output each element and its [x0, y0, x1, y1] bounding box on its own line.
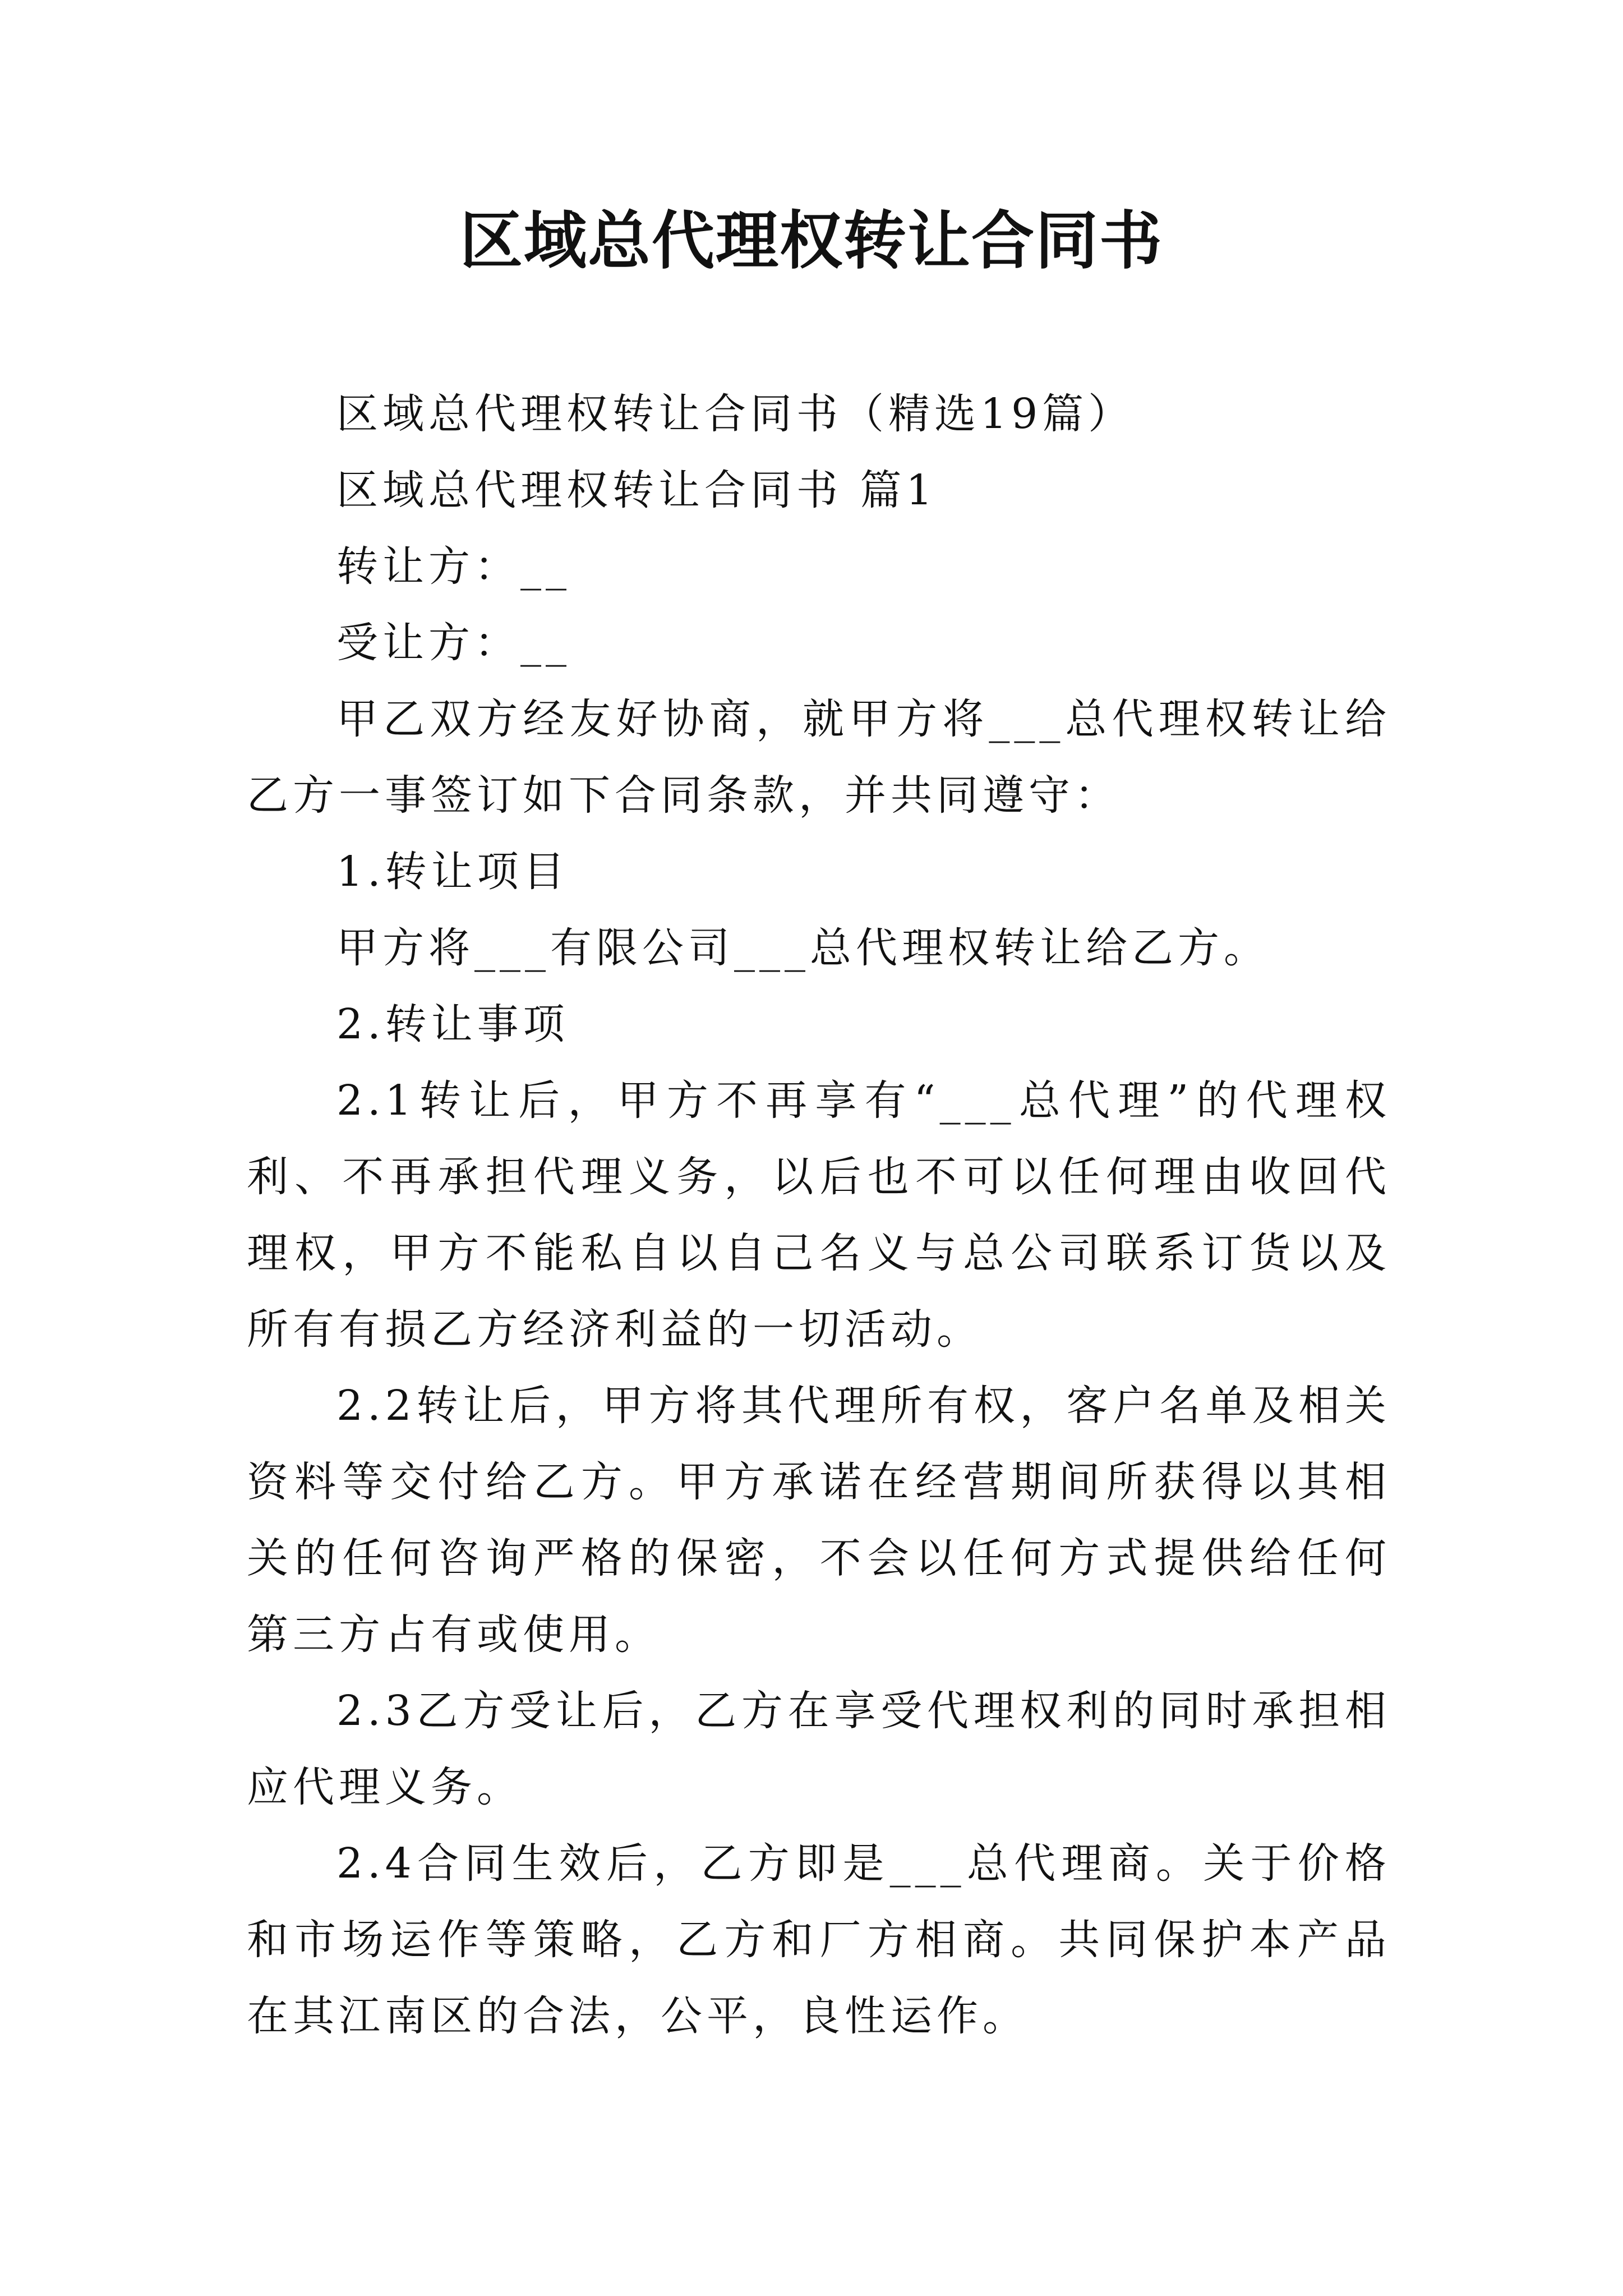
- document-body: [247, 376, 1391, 2054]
- paragraph-subtitle: 区域总代理权转让合同书（精选19篇）: [336, 390, 1135, 438]
- document-title: 区域总代理权转让合同书: [460, 204, 1163, 278]
- paragraph-preamble: 甲乙双方经友好协商，就甲方将___总代理权转让给乙方一事签订如下合同条款，并共同遵守：: [247, 695, 1391, 820]
- paragraph-clause-1-text: 甲方将___有限公司___总代理权转让给乙方。: [336, 924, 1270, 972]
- paragraph-transferor: 转让方：__: [336, 542, 571, 591]
- paragraph-transferee: 受让方：__: [336, 619, 571, 667]
- paragraph-clause-1-heading: 1.转让项目: [336, 848, 569, 896]
- paragraph-section-heading: 区域总代理权转让合同书 篇1: [336, 466, 937, 514]
- paragraph-clause-2-4: 2.4合同生效后，乙方即是___总代理商。关于价格和市场运作等策略，乙方和厂方相商。共同保护本产品在其江南区的合法，公平，良性运作。: [247, 1839, 1391, 2040]
- paragraph-clause-2-heading: 2.转让事项: [336, 1000, 569, 1048]
- paragraph-clause-2-3: 2.3乙方受让后，乙方在享受代理权利的同时承担相应代理义务。: [247, 1687, 1391, 1811]
- paragraph-clause-2-1: 2.1转让后，甲方不再享有“___总代理”的代理权利、不再承担代理义务，以后也不可以任何理由收回代理权，甲方不能私自以自己名义与总公司联系订货以及所有有损乙方经济利益的一切活动。: [247, 1076, 1391, 1354]
- paragraph-clause-2-2: 2.2转让后，甲方将其代理所有权，客户名单及相关资料等交付给乙方。甲方承诺在经营期间所获得以其相关的任何咨询严格的保密，不会以任何方式提供给任何第三方占有或使用。: [247, 1382, 1391, 1659]
